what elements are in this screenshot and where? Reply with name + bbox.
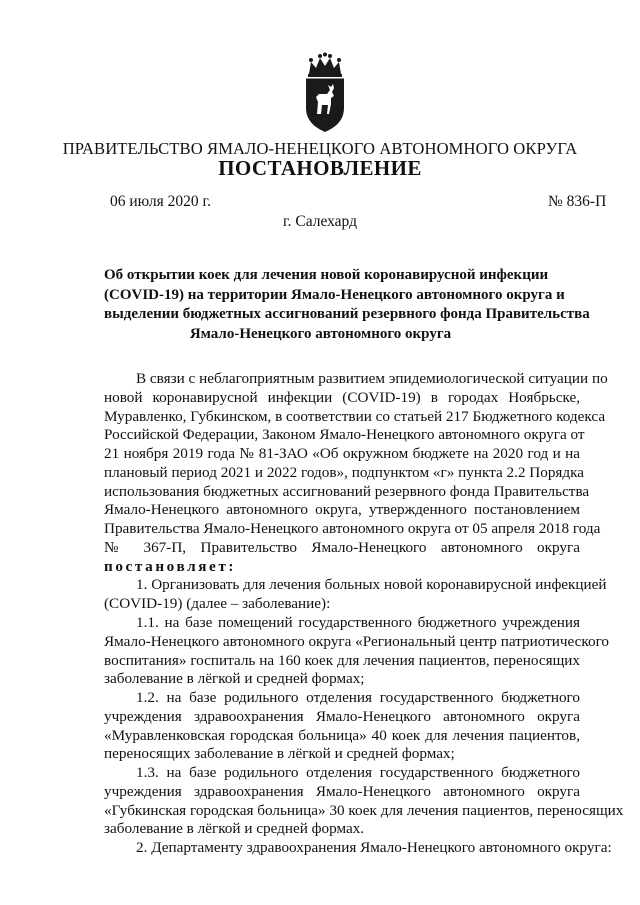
preamble-line: плановый период 2021 и 2022 годов», подпунктом «г» пункта 2.2 Порядка — [104, 463, 585, 481]
preamble — [104, 370, 608, 576]
item-1-3-line: учреждения здравоохранения Ямало-Ненецкого автономного округа — [104, 782, 580, 800]
item-1-1-line: Ямало-Ненецкого автономного округа «Региональный центр патриотического — [104, 632, 610, 650]
item-1-3-line: «Губкинская городская больница» 30 коек для лечения пациентов, переносящих — [104, 801, 624, 819]
preamble-line: использования бюджетных ассигнований резервного фонда Правительства — [104, 482, 590, 500]
item-1-2-line: переносящих заболевание в лёгкой и средней формах; — [104, 745, 455, 763]
item-1-2-line: учреждения здравоохранения Ямало-Ненецкого автономного округа — [104, 707, 580, 725]
decree-number: № 836-П — [548, 193, 607, 210]
item-1-2-line: «Муравленковская городская больница» 40 коек для лечения пациентов, — [104, 726, 580, 744]
decree-title — [104, 266, 590, 344]
item-1-3-line: заболевание в лёгкой и средней формах. — [104, 820, 365, 838]
preamble-line: № 367-П, Правительство Ямало-Ненецкого автономного округа — [104, 538, 580, 556]
item-1-line: 1. Организовать для лечения больных новой коронавирусной инфекцией — [136, 576, 607, 593]
item-1-1-line: заболевание в лёгкой и средней формах; — [104, 670, 365, 688]
item-1-1-line: 1.1. на базе помещений государственного бюджетного учреждения — [136, 614, 580, 631]
item-1 — [104, 576, 607, 614]
document-type: ПОСТАНОВЛЕНИЕ — [218, 156, 422, 180]
government-name: ПРАВИТЕЛЬСТВО ЯМАЛО-НЕНЕЦКОГО АВТОНОМНОГО ОКРУГА — [62, 139, 578, 158]
item-1-1-line: воспитания» госпиталь на 160 коек для лечения пациентов, переносящих — [104, 651, 580, 669]
item-1-2-line: 1.2. на базе родильного отделения государственного бюджетного — [136, 689, 580, 706]
item-2-line: 2. Департаменту здравоохранения Ямало-Ненецкого автономного округа: — [136, 839, 612, 856]
item-1-3 — [104, 764, 624, 839]
item-1-1 — [104, 614, 610, 689]
title-line: выделении бюджетных ассигнований резервного фонда Правительства — [104, 306, 590, 322]
resolves-word: постановляет: — [104, 557, 237, 575]
item-1-3-line: 1.3. на базе родильного отделения государственного бюджетного — [136, 764, 580, 781]
city: г. Салехард — [283, 213, 357, 230]
item-2 — [104, 839, 612, 858]
coat-of-arms-icon — [297, 52, 353, 134]
title-line: Об открытии коек для лечения новой коронавирусной инфекции — [104, 267, 549, 283]
preamble-line: новой коронавирусной инфекции (COVID-19) в городах Ноябрьске, — [104, 388, 580, 406]
item-1-line: (COVID-19) (далее – заболевание): — [104, 594, 331, 612]
item-1-2 — [104, 689, 580, 764]
preamble-line: Российской Федерации, Законом Ямало-Ненецкого автономного округа от — [104, 426, 585, 444]
title-line: Ямало-Ненецкого автономного округа — [189, 325, 452, 342]
preamble-line: 21 ноября 2019 года № 81-ЗАО «Об окружном бюджете на 2020 год и на — [104, 445, 580, 462]
preamble-line: Муравленко, Губкинском, в соответствии со статьей 217 Бюджетного кодекса — [104, 407, 606, 425]
title-line: (COVID-19) на территории Ямало-Ненецкого автономного округа и — [104, 286, 565, 303]
preamble-line: В связи с неблагоприятным развитием эпидемиологической ситуации по — [136, 370, 608, 387]
decree-date: 06 июля 2020 г. — [110, 193, 211, 210]
preamble-line: Правительства Ямало-Ненецкого автономного округа от 05 апреля 2018 года — [104, 520, 601, 537]
preamble-line: Ямало-Ненецкого автономного округа, утвержденного постановлением — [104, 501, 580, 519]
